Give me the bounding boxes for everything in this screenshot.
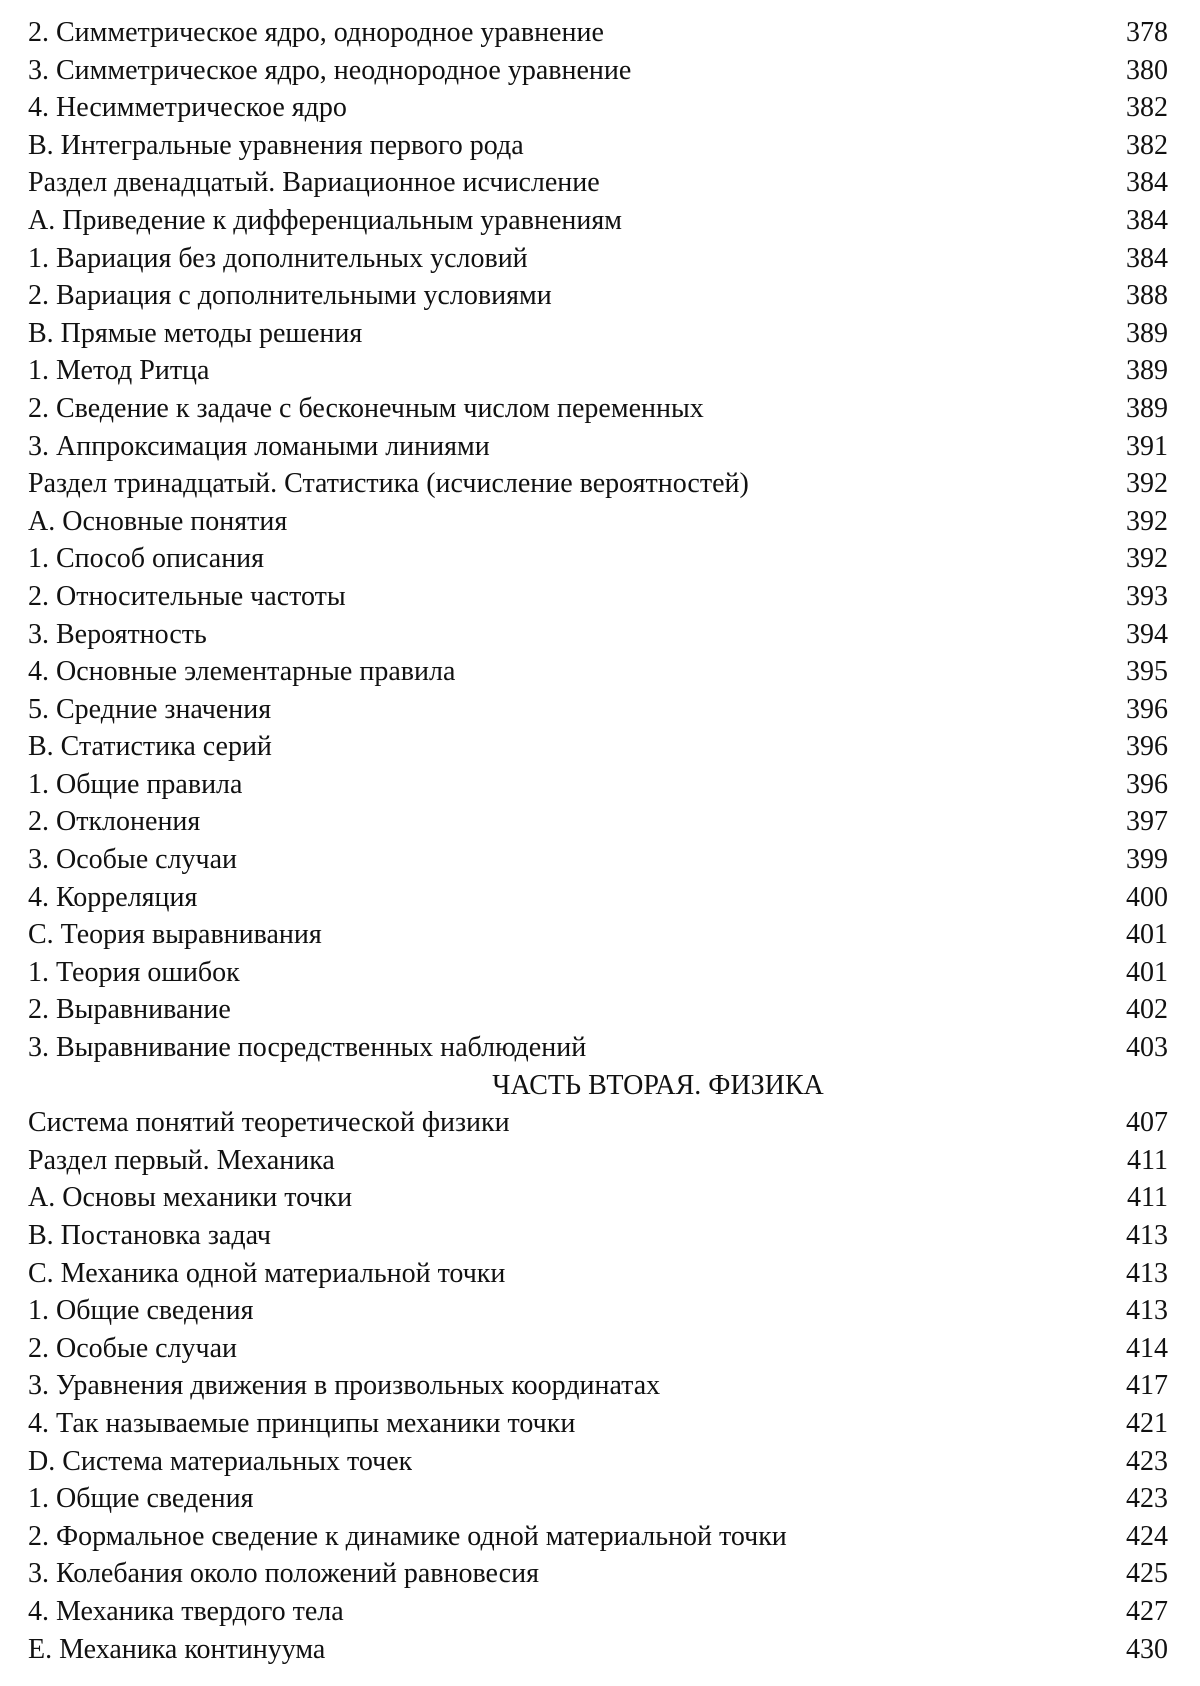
toc-entry-title: Система понятий теоретической физики xyxy=(28,1107,510,1139)
toc-entry-title: 1. Способ описания xyxy=(28,543,265,575)
toc-entry[interactable] xyxy=(28,1631,1168,1669)
toc-entry[interactable] xyxy=(28,127,1168,165)
toc-entry-page-number: 393 xyxy=(1126,580,1168,612)
toc-entry-title: 1. Общие сведения xyxy=(28,1295,254,1327)
toc-entry-title: 4. Несимметрическое ядро xyxy=(28,92,347,124)
toc-entry-page-number: 396 xyxy=(1126,693,1168,725)
toc-entry[interactable] xyxy=(28,240,1168,278)
toc-entry-page-number: 382 xyxy=(1126,92,1168,124)
toc-entry-title: A. Приведение к дифференциальным уравнениям xyxy=(28,204,622,236)
toc-entry[interactable] xyxy=(28,89,1168,127)
toc-entry-title: C. Механика одной материальной точки xyxy=(28,1257,506,1289)
toc-entry-page-number: 407 xyxy=(1126,1107,1168,1139)
toc-entry-page-number: 417 xyxy=(1126,1370,1168,1402)
toc-entry[interactable] xyxy=(28,540,1168,578)
toc-entry-title: 2. Относительные частоты xyxy=(28,580,346,612)
toc-entry-page-number: 396 xyxy=(1126,731,1168,763)
toc-entry[interactable] xyxy=(28,578,1168,616)
toc-entry-page-number: 430 xyxy=(1126,1633,1168,1665)
toc-entry[interactable] xyxy=(28,616,1168,654)
toc-entry[interactable] xyxy=(28,352,1168,390)
toc-entry[interactable] xyxy=(28,653,1168,691)
toc-entry-page-number: 389 xyxy=(1126,317,1168,349)
toc-entry-title: 2. Сведение к задаче с бесконечным числом переменных xyxy=(28,392,704,424)
toc-entry-title: 5. Средние значения xyxy=(28,693,272,725)
toc-entry-title: 3. Вероятность xyxy=(28,618,207,650)
toc-entry-page-number: 394 xyxy=(1126,618,1168,650)
toc-entry[interactable] xyxy=(28,841,1168,879)
toc-entry[interactable] xyxy=(28,691,1168,729)
toc-entry-page-number: 401 xyxy=(1126,919,1168,951)
toc-entry[interactable] xyxy=(28,954,1168,992)
toc-entry[interactable] xyxy=(28,315,1168,353)
toc-entry[interactable] xyxy=(28,390,1168,428)
toc-entry[interactable] xyxy=(28,1029,1168,1067)
toc-entry-title: 2. Отклонения xyxy=(28,806,201,838)
toc-entry-title: A. Основные понятия xyxy=(28,505,288,537)
toc-entry-page-number: 389 xyxy=(1126,355,1168,387)
toc-entry[interactable] xyxy=(28,1555,1168,1593)
toc-entry[interactable] xyxy=(28,1217,1168,1255)
toc-entry[interactable] xyxy=(28,465,1168,503)
toc-entry-page-number: 402 xyxy=(1126,994,1168,1026)
toc-entry-title: 2. Вариация с дополнительными условиями xyxy=(28,280,552,312)
toc-entry[interactable] xyxy=(28,277,1168,315)
toc-entry-page-number: 384 xyxy=(1126,204,1168,236)
toc-entry-page-number: 424 xyxy=(1126,1520,1168,1552)
toc-entry[interactable] xyxy=(28,428,1168,466)
toc-entry[interactable] xyxy=(28,14,1168,52)
toc-entry-title: C. Теория выравнивания xyxy=(28,919,322,951)
toc-entry[interactable] xyxy=(28,1330,1168,1368)
toc-entry-page-number: 384 xyxy=(1126,167,1168,199)
toc-entry-page-number: 427 xyxy=(1126,1595,1168,1627)
toc-entry-title: 1. Теория ошибок xyxy=(28,956,240,988)
toc-entry[interactable] xyxy=(28,1405,1168,1443)
toc-entry[interactable] xyxy=(28,1292,1168,1330)
toc-entry-title: 2. Выравнивание xyxy=(28,994,231,1026)
toc-entry-title: B. Прямые методы решения xyxy=(28,317,363,349)
toc-entry-page-number: 395 xyxy=(1126,656,1168,688)
toc-entry-title: 4. Основные элементарные правила xyxy=(28,656,456,688)
toc-entry-page-number: 411 xyxy=(1127,1144,1168,1176)
toc-entry-page-number: 403 xyxy=(1126,1032,1168,1064)
toc-entry-title: 4. Механика твердого тела xyxy=(28,1595,344,1627)
toc-section-physics xyxy=(28,1104,1168,1668)
toc-entry[interactable] xyxy=(28,879,1168,917)
toc-entry-title: B. Постановка задач xyxy=(28,1220,271,1251)
toc-entry[interactable] xyxy=(28,991,1168,1029)
toc-entry-page-number: 380 xyxy=(1126,54,1168,86)
toc-entry-title: 3. Симметрическое ядро, неоднородное уравнение xyxy=(28,54,632,86)
toc-entry-page-number: 400 xyxy=(1126,881,1168,913)
toc-section-mathematics xyxy=(28,14,1168,1067)
toc-entry[interactable] xyxy=(28,1142,1168,1180)
toc-entry-page-number: 384 xyxy=(1126,242,1168,274)
toc-entry-page-number: 392 xyxy=(1126,505,1168,537)
toc-entry-page-number: 391 xyxy=(1126,430,1168,462)
toc-entry-title: A. Основы механики точки xyxy=(28,1182,353,1214)
toc-entry-title: 1. Вариация без дополнительных условий xyxy=(28,242,528,274)
toc-entry-page-number: 413 xyxy=(1126,1257,1168,1289)
toc-entry[interactable] xyxy=(28,1179,1168,1217)
toc-entry-title: 2. Формальное сведение к динамике одной материальной точки xyxy=(28,1520,787,1552)
toc-entry-page-number: 413 xyxy=(1126,1220,1168,1251)
toc-entry[interactable] xyxy=(28,916,1168,954)
toc-entry-page-number: 423 xyxy=(1126,1483,1168,1515)
toc-entry-page-number: 392 xyxy=(1126,468,1168,500)
toc-entry-page-number: 389 xyxy=(1126,392,1168,424)
toc-entry[interactable] xyxy=(28,728,1168,766)
toc-entry-title: B. Статистика серий xyxy=(28,731,272,763)
toc-entry-title: Раздел первый. Механика xyxy=(28,1144,335,1176)
toc-entry-page-number: 423 xyxy=(1126,1445,1168,1477)
toc-entry-title: D. Система материальных точек xyxy=(28,1445,413,1477)
toc-entry[interactable] xyxy=(28,803,1168,841)
table-of-contents xyxy=(28,14,1168,1668)
toc-entry-title: 1. Общие сведения xyxy=(28,1483,254,1515)
toc-entry[interactable] xyxy=(28,1593,1168,1631)
toc-entry-title: 1. Общие правила xyxy=(28,768,243,800)
toc-entry-title: Раздел двенадцатый. Вариационное исчисление xyxy=(28,167,600,199)
toc-entry-title: 3. Аппроксимация ломаными линиями xyxy=(28,430,490,462)
toc-entry-title: B. Интегральные уравнения первого рода xyxy=(28,129,524,161)
toc-entry[interactable] xyxy=(28,1367,1168,1405)
toc-entry-title: 3. Колебания около положений равновесия xyxy=(28,1558,539,1590)
toc-entry[interactable] xyxy=(28,52,1168,90)
toc-entry-title: 4. Так называемые принципы механики точки xyxy=(28,1407,576,1439)
toc-entry[interactable] xyxy=(28,164,1168,202)
part-heading xyxy=(28,1067,1168,1105)
toc-entry-page-number: 425 xyxy=(1126,1558,1168,1590)
toc-entry-page-number: 382 xyxy=(1126,129,1168,161)
toc-entry[interactable] xyxy=(28,1480,1168,1518)
toc-entry-page-number: 378 xyxy=(1126,17,1168,48)
toc-entry-page-number: 399 xyxy=(1126,844,1168,876)
toc-entry[interactable] xyxy=(28,202,1168,240)
toc-entry-page-number: 401 xyxy=(1126,956,1168,988)
toc-entry-page-number: 421 xyxy=(1126,1407,1168,1439)
toc-entry-title: E. Механика континуума xyxy=(28,1633,326,1665)
part-heading-title: ЧАСТЬ ВТОРАЯ. ФИЗИКА xyxy=(492,1069,824,1101)
toc-entry-page-number: 388 xyxy=(1126,280,1168,312)
toc-entry-title: 2. Симметрическое ядро, однородное уравнение xyxy=(28,17,604,48)
toc-entry[interactable] xyxy=(28,1255,1168,1293)
toc-entry-title: 2. Особые случаи xyxy=(28,1332,238,1364)
toc-entry[interactable] xyxy=(28,1104,1168,1142)
toc-entry-page-number: 396 xyxy=(1126,768,1168,800)
toc-entry-title: Раздел тринадцатый. Статистика (исчисление вероятностей) xyxy=(28,468,749,500)
toc-entry-title: 3. Особые случаи xyxy=(28,844,238,876)
toc-entry-title: 4. Корреляция xyxy=(28,881,198,913)
toc-entry-title: 1. Метод Ритца xyxy=(28,355,210,387)
toc-entry-page-number: 414 xyxy=(1126,1332,1168,1364)
toc-entry-page-number: 392 xyxy=(1126,543,1168,575)
toc-entry-title: 3. Выравнивание посредственных наблюдений xyxy=(28,1032,587,1064)
toc-entry-page-number: 413 xyxy=(1126,1295,1168,1327)
toc-entry[interactable] xyxy=(28,1518,1168,1556)
toc-entry-title: 3. Уравнения движения в произвольных координатах xyxy=(28,1370,661,1402)
toc-entry[interactable] xyxy=(28,766,1168,804)
toc-entry[interactable] xyxy=(28,1443,1168,1481)
toc-entry[interactable] xyxy=(28,503,1168,541)
toc-entry-page-number: 411 xyxy=(1127,1182,1168,1214)
toc-entry-page-number: 397 xyxy=(1126,806,1168,838)
